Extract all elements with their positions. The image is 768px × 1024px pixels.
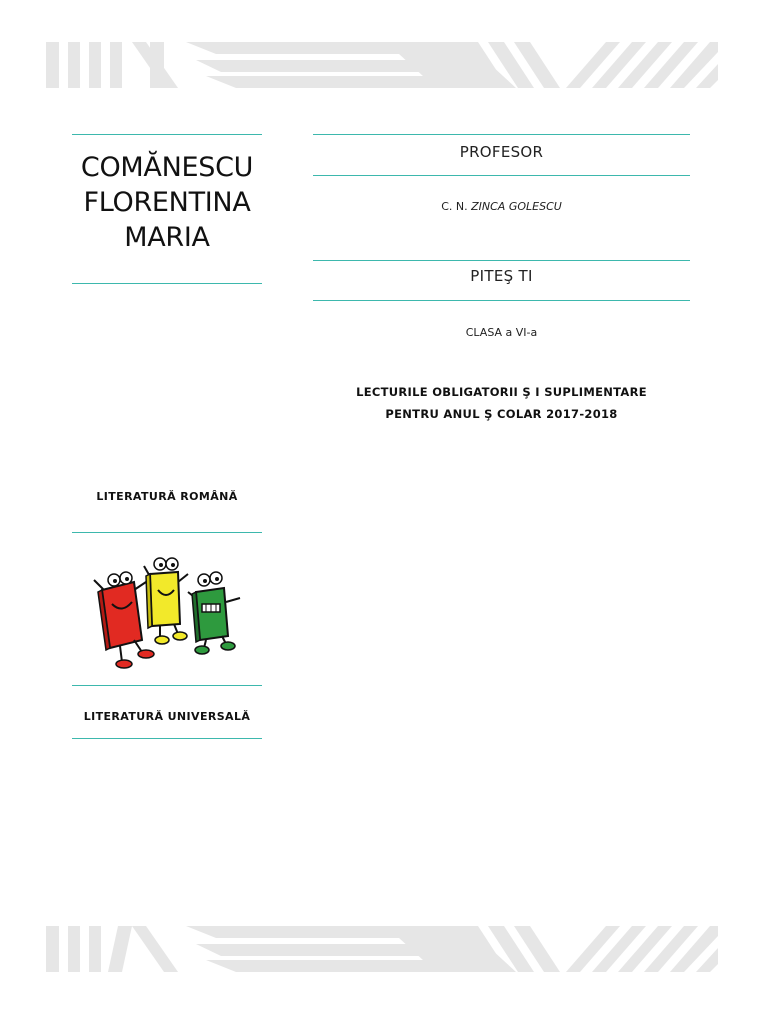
divider xyxy=(313,260,690,261)
school-title: ZINCA GOLESCU xyxy=(471,200,562,213)
decorative-bottom-band xyxy=(46,926,718,972)
divider xyxy=(313,134,690,135)
role-title: PROFESOR xyxy=(459,143,544,161)
divider xyxy=(72,685,262,686)
school-prefix: C. N. xyxy=(441,200,472,213)
divider xyxy=(72,738,262,739)
author-name-line: FLORENTINA xyxy=(83,187,251,218)
decorative-top-band xyxy=(46,42,718,88)
document-heading-line-1: LECTURILE OBLIGATORII Ş I SUPLIMENTARE xyxy=(356,385,647,399)
section-universal-literature: LITERATURĂ UNIVERSALĂ xyxy=(83,710,251,723)
author-name-line: MARIA xyxy=(124,222,210,253)
city-name: PITEŞ TI xyxy=(470,267,533,285)
green-book-figure xyxy=(188,572,240,654)
cartoon-books-illustration xyxy=(78,552,258,674)
class-label: CLASA a VI-a xyxy=(465,326,538,339)
divider xyxy=(313,300,690,301)
yellow-book-figure xyxy=(144,558,188,644)
divider xyxy=(72,134,262,135)
document-heading-line-2: PENTRU ANUL Ş COLAR 2017-2018 xyxy=(385,407,618,421)
section-romanian-literature: LITERATURĂ ROMÂNĂ xyxy=(96,490,238,503)
divider xyxy=(72,532,262,533)
author-name-line: COMĂNESCU xyxy=(80,152,254,183)
divider xyxy=(313,175,690,176)
red-book-figure xyxy=(94,572,154,668)
school-name xyxy=(313,200,690,213)
divider xyxy=(72,283,262,284)
author-name xyxy=(72,150,262,255)
